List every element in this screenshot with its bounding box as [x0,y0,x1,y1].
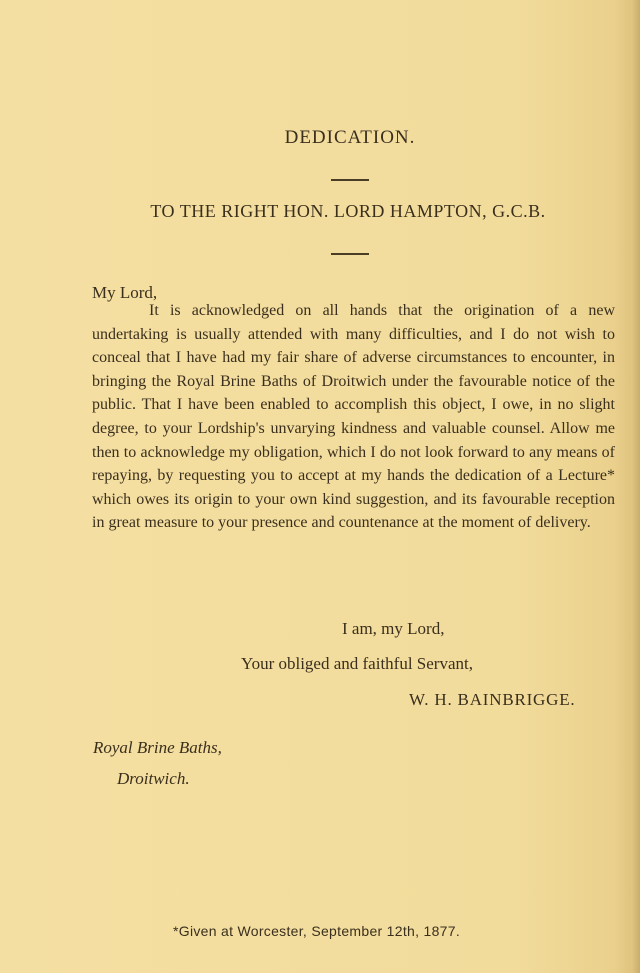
place-line-2: Droitwich. [117,769,190,788]
dedicatee-line: TO THE RIGHT HON. LORD HAMPTON, G.C.B. [150,201,546,221]
closing-line-1: I am, my Lord, [342,619,445,638]
letter-body: It is acknowledged on all hands that the origination of a new undertaking is usually attended with many difficulties, and I do not wish to conceal that I have had my fair share of adverse circumstances to encounter, in bringing the Royal Brine Baths of Droitwich under the favourable notice of the public. That I have been enabled to accomplish this object, I owe, in no slight degree, to your Lordship's unvarying kindness and valuable counsel. Allow me then to acknowledge my obligation, which I do not look forward to any means of repaying, by requesting you to accept at my hands the dedication of a Lecture* which owes its origin to your own kind suggestion, and its favourable reception in great measure to your presence and countenance at the moment of delivery. [92,302,615,532]
closing-line-2: Your obliged and faithful Servant, [241,654,473,673]
signature: W. H. BAINBRIGGE. [409,690,576,709]
page-title: DEDICATION. [284,127,416,148]
place-line-1: Royal Brine Baths, [93,738,222,757]
divider-top [331,179,369,181]
salutation: My Lord, [92,283,158,302]
divider-bottom [331,253,369,255]
footnote: *Given at Worcester, September 12th, 1877. [173,923,461,939]
